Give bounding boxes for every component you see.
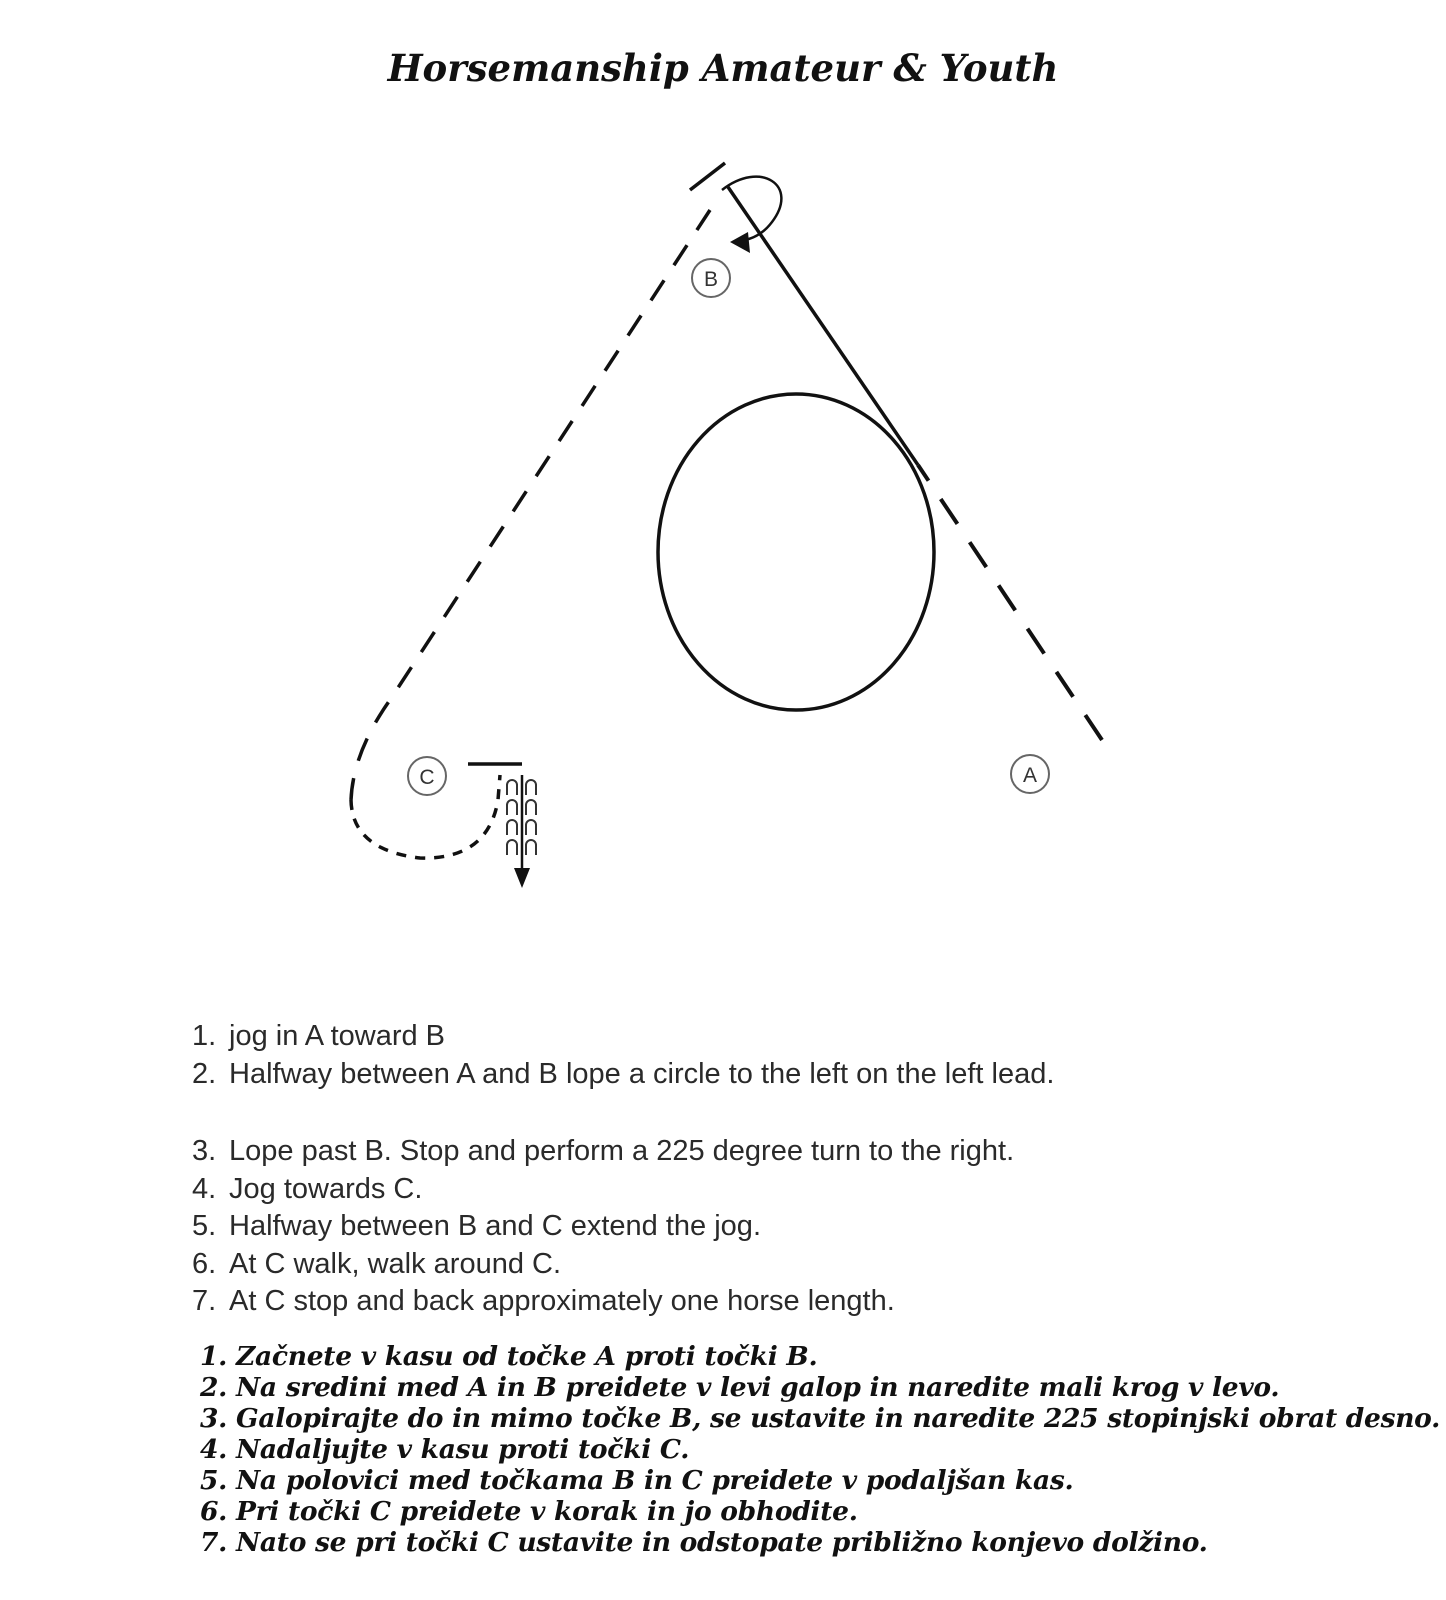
turn-225-arrow <box>722 177 781 241</box>
svg-text:C: C <box>419 766 435 789</box>
lope-circle <box>658 394 934 710</box>
marker-b <box>692 259 730 297</box>
stop-bar-top <box>690 163 725 190</box>
lope-path-to-b <box>728 187 918 465</box>
jog-path-a-to-circle <box>918 465 1102 740</box>
instructions-slovenian <box>200 1341 1440 1558</box>
instruction-en-3: 3. Lope past B. Stop and perform a 225 degree turn to the right. <box>192 1135 1015 1167</box>
marker-c <box>408 757 446 795</box>
instruction-sl-7: 7. Nato se pri točki C ustavite in odstopate približno konjevo dolžino. <box>200 1527 1208 1558</box>
turn-arrowhead-icon <box>730 232 750 253</box>
svg-text:A: A <box>1022 764 1038 787</box>
instruction-sl-2: 2. Na sredini med A in B preidete v levi galop in naredite mali krog v levo. <box>200 1372 1280 1403</box>
instruction-en-1: 1. jog in A toward B <box>192 1020 446 1052</box>
instruction-sl-4: 4. Nadaljujte v kasu proti točki C. <box>200 1434 690 1465</box>
page-title: Horsemanship Amateur & Youth <box>387 46 1059 90</box>
instruction-en-6: 6. At C walk, walk around C. <box>192 1247 562 1280</box>
backup-arrowhead-icon <box>514 868 530 888</box>
instructions-english <box>192 1018 1054 1321</box>
marker-a <box>1011 755 1049 793</box>
instruction-en-7: 7. At C stop and back approximately one horse length. <box>192 1285 895 1317</box>
instruction-sl-5: 5. Na polovici med točkama B in C preidete v podaljšan kas. <box>200 1465 1074 1496</box>
instruction-sl-3: 3. Galopirajte do in mimo točke B, se ustavite in naredite 225 stopinjski obrat desno. <box>200 1403 1441 1434</box>
backup-track <box>507 775 536 868</box>
instruction-sl-1: 1. Začnete v kasu od točke A proti točki B. <box>200 1341 818 1372</box>
instruction-en-4: 4. Jog towards C. <box>192 1172 423 1205</box>
instruction-en-2: 2. Halfway between A and B lope a circle to the left on the left lead. <box>192 1057 1055 1090</box>
instruction-en-5: 5. Halfway between B and C extend the jog. <box>192 1210 761 1242</box>
instruction-sl-6: 6. Pri točki C preidete v korak in jo obhodite. <box>200 1496 858 1527</box>
svg-text:B: B <box>703 268 719 291</box>
jog-path-b-to-c <box>351 210 710 800</box>
